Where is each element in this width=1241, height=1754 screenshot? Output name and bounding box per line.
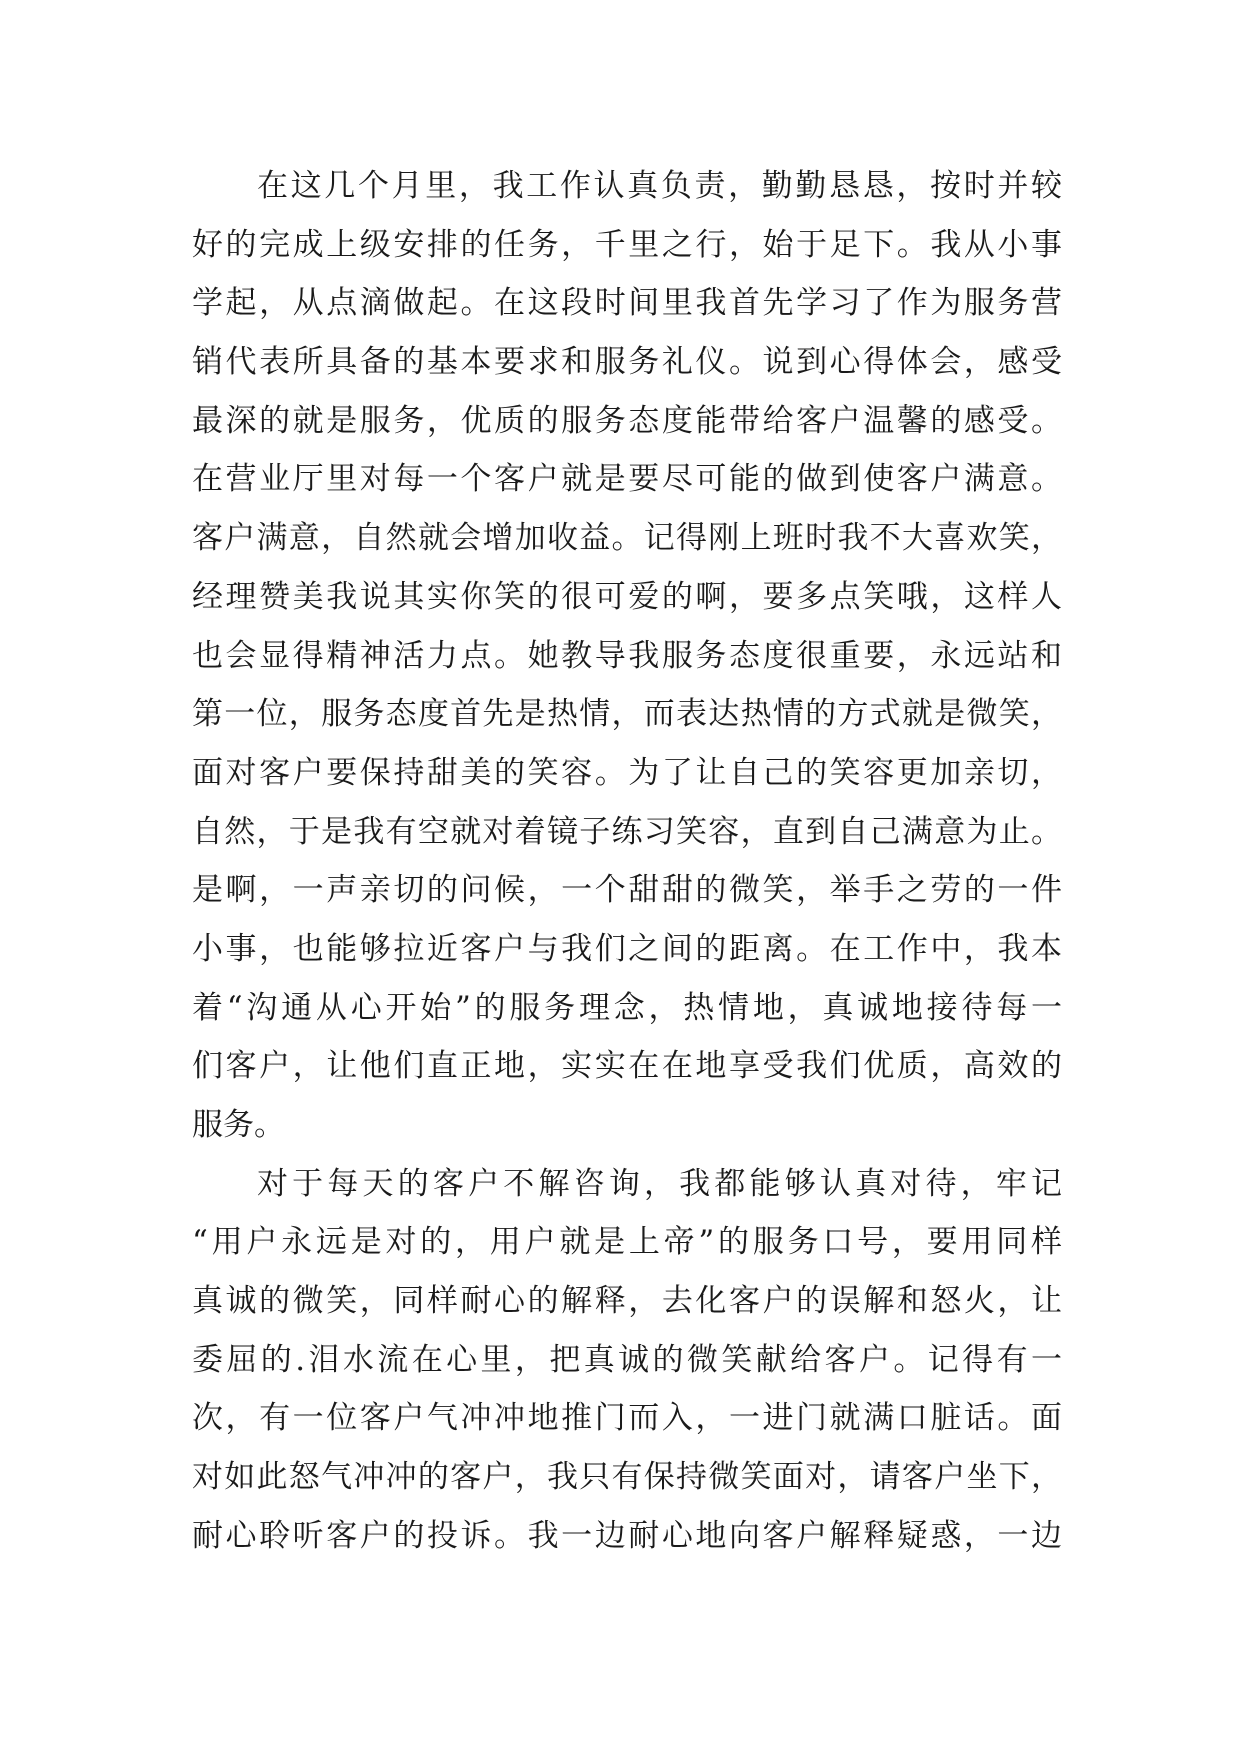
text-line: 们客户，让他们直正地，实实在在地享受我们优质，高效的 bbox=[192, 1048, 1062, 1085]
text-line: 对于每天的客户不解咨询，我都能够认真对待，牢记 bbox=[257, 1165, 1062, 1202]
text-line: 面对客户要保持甜美的笑容。为了让自己的笑容更加亲切， bbox=[192, 754, 1062, 791]
text-line: 自然，于是我有空就对着镜子练习笑容，直到自己满意为止。 bbox=[192, 813, 1062, 850]
text-line: 次，有一位客户气冲冲地推门而入，一进门就满口脏话。面 bbox=[192, 1400, 1062, 1437]
text-line: 在这几个月里，我工作认真负责，勤勤恳恳，按时并较 bbox=[257, 168, 1062, 204]
text-line: 对如此怒气冲冲的客户，我只有保持微笑面对，请客户坐下， bbox=[192, 1459, 1062, 1496]
paragraph-1 bbox=[192, 157, 1062, 1155]
text-line: 在营业厅里对每一个客户就是要尽可能的做到使客户满意。 bbox=[192, 461, 1062, 498]
text-line: 也会显得精神活力点。她教导我服务态度很重要，永远站和 bbox=[192, 637, 1062, 674]
text-line: 着“沟通从心开始”的服务理念，热情地，真诚地接待每一 bbox=[192, 989, 1062, 1026]
text-line: “用户永远是对的，用户就是上帝”的服务口号，要用同样 bbox=[192, 1224, 1062, 1261]
text-line: 真诚的微笑，同样耐心的解释，去化客户的误解和怒火，让 bbox=[192, 1283, 1062, 1320]
text-line: 耐心聆听客户的投诉。我一边耐心地向客户解释疑惑，一边 bbox=[192, 1517, 1062, 1554]
paragraph-2 bbox=[192, 1155, 1062, 1566]
text-line: 客户满意，自然就会增加收益。记得刚上班时我不大喜欢笑， bbox=[192, 520, 1062, 557]
text-line: 服务。 bbox=[192, 1107, 285, 1143]
text-line: 是啊，一声亲切的问候，一个甜甜的微笑，举手之劳的一件 bbox=[192, 872, 1062, 909]
text-line: 第一位，服务态度首先是热情，而表达热情的方式就是微笑， bbox=[192, 696, 1062, 733]
body-text bbox=[192, 157, 1062, 1566]
text-line: 委屈的.泪水流在心里，把真诚的微笑献给客户。记得有一 bbox=[192, 1341, 1062, 1378]
text-line: 最深的就是服务，优质的服务态度能带给客户温馨的感受。 bbox=[192, 402, 1062, 439]
text-line: 小事，也能够拉近客户与我们之间的距离。在工作中，我本 bbox=[192, 930, 1062, 967]
text-line: 好的完成上级安排的任务，千里之行，始于足下。我从小事 bbox=[192, 226, 1062, 263]
text-line: 学起，从点滴做起。在这段时间里我首先学习了作为服务营 bbox=[192, 285, 1062, 322]
text-line: 销代表所具备的基本要求和服务礼仪。说到心得体会，感受 bbox=[192, 344, 1062, 381]
text-line: 经理赞美我说其实你笑的很可爱的啊，要多点笑哦，这样人 bbox=[192, 578, 1062, 615]
